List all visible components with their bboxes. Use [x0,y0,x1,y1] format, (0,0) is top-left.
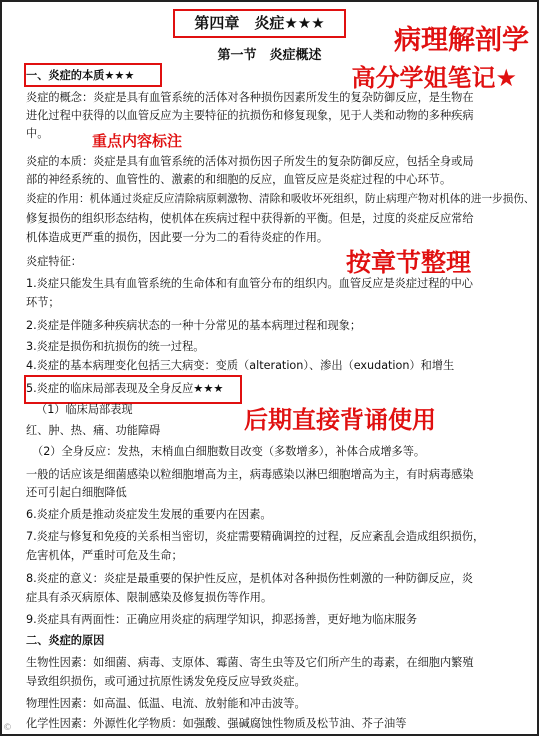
text-line: （1）临床局部表现 [36,403,133,416]
text-line: 8.炎症的意义：炎症是最重要的保护性反应，是机体对各种损伤性刺激的一种防御反应，炎 [26,572,473,585]
text-line: （2）全身反应：发热，末梢血白细胞数目改变（多数增多），补体合成增多等。 [32,445,426,458]
text-line: 部的神经系统的、血管性的、激素的和细胞的反应，血管反应是炎症过程的中心环节。 [26,173,452,186]
text-line: 炎症的本质：炎症是具有血管系统的活体对损伤因子所发生的复杂防御反应，包括全身或局 [26,155,474,168]
text-line: 中。 [26,127,49,140]
heading-clinical: 5.炎症的临床局部表现及全身反应★★★ [26,382,224,395]
text-line: 化学性因素：外源性化学物质：如强酸、强碱腐蚀性物质及松节油、芥子油等 [26,717,407,730]
text-line: 危害机体，严重时可危及生命； [26,549,183,562]
text-line: 导致组织损伤，或可通过抗原性诱发免疫反应导致炎症。 [26,675,306,688]
text-line: 症具有杀灭病原体、限制感染及修复损伤等作用。 [26,591,273,604]
annotation-key-content: 重点内容标注 [92,132,183,150]
text-line: 红、肿、热、痛、功能障碍 [26,424,161,437]
text-line: 一般的话应该是细菌感染以粒细胞增高为主，病毒感染以淋巴细胞增高为主，有时病毒感染 [26,468,474,481]
text-line: 还可引起白细胞降低 [26,486,127,499]
text-line: 炎症的概念：炎症是具有血管系统的活体对各种损伤因素所发生的复杂防御反应，是生物在 [26,91,474,104]
chapter-title: 第四章 炎症★★★ [173,9,346,38]
annotation-subtitle: 高分学姐笔记★ [351,64,517,92]
text-line: 9.炎症具有两面性：正确应用炎症的病理学知识，抑恶扬善，更好地为临床服务 [26,613,418,626]
text-line: 机体造成更严重的损伤，因此要一分为二的看待炎症的作用。 [26,231,329,244]
heading-essence: 一、炎症的本质★★★ [26,69,135,82]
text-line: 6.炎症介质是推动炎症发生发展的重要内在因素。 [26,508,272,521]
section-title: 第一节 炎症概述 [217,48,322,63]
text-line: 生物性因素：如细菌、病毒、支原体、霉菌、寄生虫等及它们所产生的毒素，在细胞内繁殖 [26,656,474,669]
annotation-recite: 后期直接背诵使用 [244,406,436,434]
text-line: 4.炎症的基本病理变化包括三大病变：变质（alteration）、渗出（exudation）和增生 [26,359,455,372]
text-line: 进化过程中获得的以血管反应为主要特征的抗损伤和修复现象，见于人类和动物的多种疾病 [26,109,474,122]
text-line: 物理性因素：如高温、低温、电流、放射能和冲击波等。 [26,697,306,710]
text-line: 2.炎症是伴随多种疾病状态的一种十分常见的基本病理过程和现象； [26,319,362,332]
annotation-title: 病理解剖学 [394,25,529,56]
text-line: 环节； [26,296,60,309]
text-line: 3.炎症是损伤和抗损伤的统一过程。 [26,340,205,353]
heading-causes: 二、炎症的原因 [26,634,105,647]
text-line: 7.炎症与修复和免疫的关系相当密切，炎症需要精确调控的过程，反应紊乱会造成组织损伤， [26,530,485,543]
text-line: 1.炎症只能发生具有血管系统的生命体和有血管分布的组织内。血管反应是炎症过程的中心 [26,277,473,290]
text-line: 修复损伤的组织形态结构，使机体在疾病过程中获得新的平衡。但是，过度的炎症反应常给 [26,212,474,225]
watermark: © [3,723,12,733]
text-line: 炎症特征： [26,255,82,268]
text-line: 炎症的作用：机体通过炎症反应清除病原刺激物、清除和吸收坏死组织，防止病理产物对机体的进一步损伤、 [26,193,535,205]
annotation-by-chapter: 按章节整理 [346,248,472,277]
